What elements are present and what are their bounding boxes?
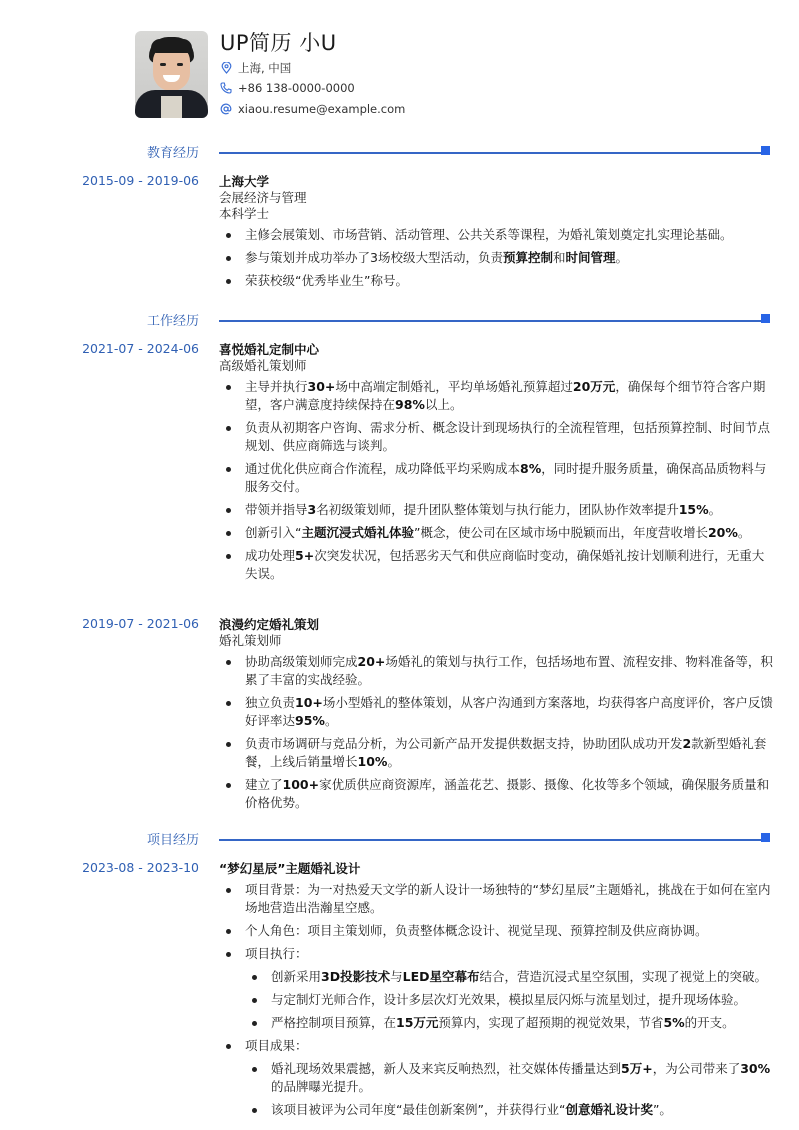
bullet-item: 项目执行： 创新采用3D投影技术与LED星空幕布结合，营造沉浸式星空氛围，实现了视觉上的突破。 与定制灯光师合作，设计多层次灯光效果，模拟星辰闪烁与流星划过，提升现场体验。 严格控制项目预算，在15万元预算内，实现了超预期的视觉效果，节省5%的开支。 — [219, 945, 774, 1032]
location-pin-icon — [220, 62, 232, 74]
bullet-item: 项目背景：为一对热爱天文学的新人设计一场独特的“梦幻星辰”主题婚礼，挑战在于如何在室内场地营造出浩瀚星空感。 — [219, 881, 774, 917]
contact-phone — [220, 79, 405, 99]
contact-location-text: 上海, 中国 — [238, 60, 292, 75]
bullet-item: 主修会展策划、市场营销、活动管理、公共关系等课程，为婚礼策划奠定扎实理论基础。 — [219, 226, 774, 244]
sub-bullet-item: 严格控制项目预算，在15万元预算内，实现了超预期的视觉效果，节省5%的开支。 — [245, 1014, 774, 1032]
sub-bullet-item: 创新采用3D投影技术与LED星空幕布结合，营造沉浸式星空氛围，实现了视觉上的突破。 — [245, 968, 774, 986]
major: 会展经济与管理 — [219, 190, 307, 205]
entry-date: 2021-07 - 2024-06 — [82, 341, 199, 356]
contact-email — [220, 99, 405, 119]
bullet-item: 成功处理5+次突发状况，包括恶劣天气和供应商临时变动，确保婚礼按计划顺利进行，无重大失误。 — [219, 547, 774, 583]
section-marker-square — [761, 314, 770, 323]
section-divider — [219, 152, 764, 154]
bullet-list — [219, 653, 774, 812]
section-education-header — [0, 142, 799, 162]
company-name: 喜悦婚礼定制中心 — [219, 342, 320, 357]
contact-phone-text: +86 138-0000-0000 — [238, 81, 355, 96]
bullet-list — [219, 226, 774, 290]
company-name: 浪漫约定婚礼策划 — [219, 617, 320, 632]
section-title: 工作经历 — [146, 314, 199, 329]
profile-photo — [135, 31, 208, 118]
resume-header — [135, 31, 405, 119]
bullet-item: 参与策划并成功举办了3场校级大型活动，负责预算控制和时间管理。 — [219, 249, 774, 267]
bullet-item: 荣获校级“优秀毕业生”称号。 — [219, 272, 774, 290]
bullet-item: 负责市场调研与竞品分析，为公司新产品开发提供数据支持，协助团队成功开发2款新型婚礼套餐，上线后销量增长10%。 — [219, 735, 774, 771]
sub-bullet-list — [245, 1060, 774, 1119]
section-divider — [219, 320, 764, 322]
section-title: 教育经历 — [146, 146, 199, 161]
contact-location — [220, 58, 405, 78]
sub-bullet-item: 婚礼现场效果震撼，新人及来宾反响热烈，社交媒体传播量达到5万+，为公司带来了30%的品牌曝光提升。 — [245, 1060, 774, 1096]
bullet-item: 通过优化供应商合作流程，成功降低平均采购成本8%，同时提升服务质量，确保高品质物料与服务交付。 — [219, 460, 774, 496]
bullet-item: 建立了100+家优质供应商资源库，涵盖花艺、摄影、摄像、化妆等多个领域，确保服务质量和价格优势。 — [219, 776, 774, 812]
entry-date: 2015-09 - 2019-06 — [82, 173, 199, 188]
job-title: 婚礼策划师 — [219, 633, 282, 648]
contact-email-text: xiaou.resume@example.com — [238, 101, 406, 116]
sub-bullet-list — [245, 968, 774, 1032]
project-name: “梦幻星辰”主题婚礼设计 — [219, 861, 361, 876]
degree: 本科学士 — [219, 206, 270, 221]
section-projects-header — [0, 829, 799, 849]
bullet-item: 项目成果： 婚礼现场效果震撼，新人及来宾反响热烈，社交媒体传播量达到5万+，为公司带来了30%的品牌曝光提升。 该项目被评为公司年度“最佳创新案例”，并获得行业“创意婚礼设计奖”。 — [219, 1037, 774, 1119]
section-marker-square — [761, 146, 770, 155]
email-at-icon — [220, 103, 232, 115]
bullet-item: 主导并执行30+场中高端定制婚礼，平均单场婚礼预算超过20万元，确保每个细节符合客户期望，客户满意度持续保持在98%以上。 — [219, 378, 774, 414]
bullet-item: 负责从初期客户咨询、需求分析、概念设计到现场执行的全流程管理，包括预算控制、时间节点规划、供应商筛选与谈判。 — [219, 419, 774, 455]
section-marker-square — [761, 833, 770, 842]
bullet-list — [219, 881, 774, 1119]
candidate-name: UP简历 小U — [220, 31, 337, 55]
section-work-header — [0, 310, 799, 330]
bullet-item: 带领并指导3名初级策划师，提升团队整体策划与执行能力，团队协作效率提升15%。 — [219, 501, 774, 519]
entry-date: 2019-07 - 2021-06 — [82, 616, 199, 631]
sub-bullet-item: 该项目被评为公司年度“最佳创新案例”，并获得行业“创意婚礼设计奖”。 — [245, 1101, 774, 1119]
entry-date: 2023-08 - 2023-10 — [82, 860, 199, 875]
section-title: 项目经历 — [146, 833, 199, 848]
section-divider — [219, 839, 764, 841]
bullet-item: 个人角色：项目主策划师，负责整体概念设计、视觉呈现、预算控制及供应商协调。 — [219, 922, 774, 940]
bullet-item: 创新引入“主题沉浸式婚礼体验”概念，使公司在区域市场中脱颖而出，年度营收增长20%。 — [219, 524, 774, 542]
bullet-list — [219, 378, 774, 583]
school-name: 上海大学 — [219, 174, 270, 189]
bullet-item: 独立负责10+场小型婚礼的整体策划，从客户沟通到方案落地，均获得客户高度评价，客户反馈好评率达95%。 — [219, 694, 774, 730]
bullet-item: 协助高级策划师完成20+场婚礼的策划与执行工作，包括场地布置、流程安排、物料准备等，积累了丰富的实战经验。 — [219, 653, 774, 689]
sub-bullet-item: 与定制灯光师合作，设计多层次灯光效果，模拟星辰闪烁与流星划过，提升现场体验。 — [245, 991, 774, 1009]
phone-icon — [220, 82, 232, 94]
job-title: 高级婚礼策划师 — [219, 358, 307, 373]
